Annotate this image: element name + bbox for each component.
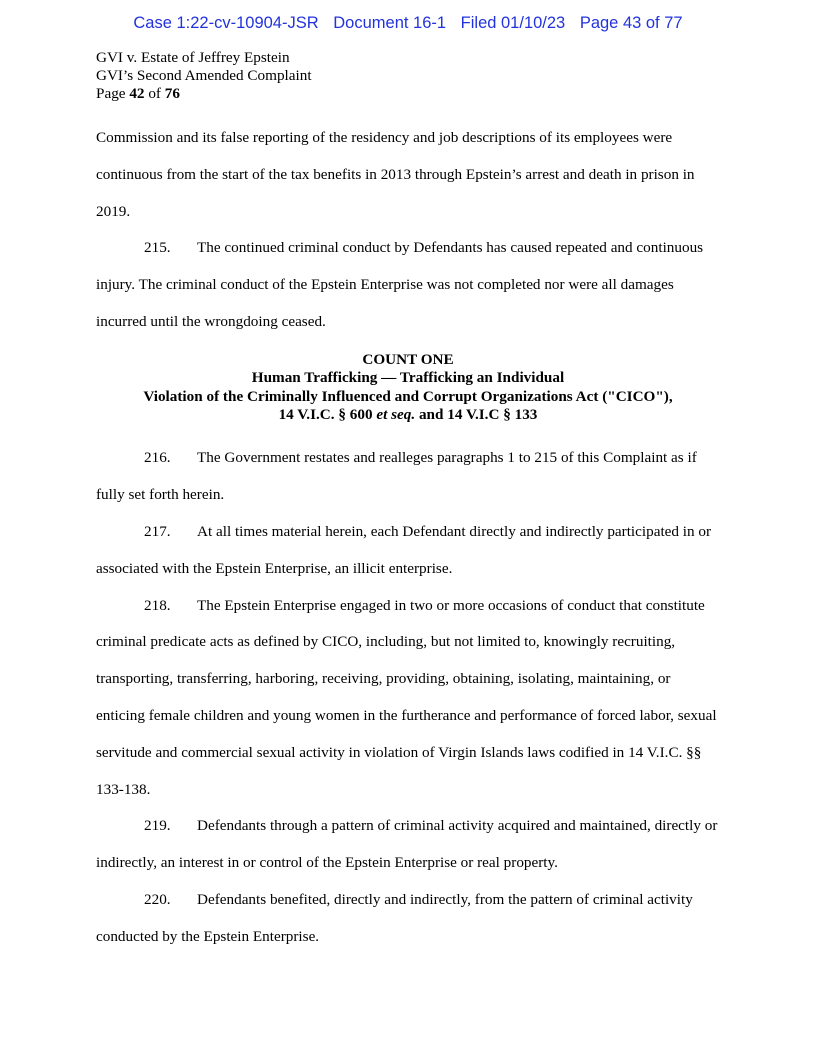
paragraph-216 [96,440,720,514]
count-citation: 14 V.I.C. § 600 et seq. and 14 V.I.C § 133 [278,406,538,423]
filed-date: Filed 01/10/23 [460,14,566,32]
paragraph-220 [96,882,720,956]
paragraph-number: 215. [144,239,171,257]
count-violation: Violation of the Criminally Influenced and Corrupt Organizations Act ("CICO"), [143,387,673,405]
court-filing-stamp [0,14,816,33]
paragraph-text: The Government restates and realleges paragraphs 1 to 215 of this Complaint as if fully set forth herein. [96,449,697,504]
header-page-number: Page 42 of 76 [96,85,180,102]
paragraph-text: The continued criminal conduct by Defendants has caused repeated and continuous injury. The criminal conduct of the Epstein Enterprise was not completed nor were all damages incurred until the wrongdoing ceased. [96,239,704,330]
paragraph-number: 216. [144,449,171,467]
count-title: COUNT ONE [362,350,454,368]
paragraph-text: Defendants benefited, directly and indirectly, from the pattern of criminal activity conducted by the Epstein Enterprise. [96,890,693,945]
paragraph-text: The Epstein Enterprise engaged in two or more occasions of conduct that constitute criminal predicate acts as defined by CICO, including, but not limited to, knowingly recruiting, transporting, transferring, harboring, receiving, providing, obtaining, isolating, maintaining, or enticing female children and young women in the furtherance and performance of forced labor, sexual servitude and commercial sexual activity in violation of Virgin Islands laws codified in 14 V.I.C. §§ 133-138. [96,596,717,798]
paragraph-219 [96,808,720,882]
paragraph-number: 220. [144,890,171,908]
case-number: Case 1:22-cv-10904-JSR [133,14,319,32]
paragraph-215 [96,230,720,340]
document-number: Document 16-1 [333,14,447,32]
paragraph-number: 219. [144,817,171,835]
paragraph-number: 217. [144,523,171,540]
paragraph-text: Defendants through a pattern of criminal activity acquired and maintained, directly or indirectly, an interest in or control of the Epstein Enterprise or real property. [96,817,718,872]
carryover-paragraph: Commission and its false reporting of the residency and job descriptions of its employees were continuous from the start of the tax benefits in 2013 through Epstein’s arrest and death in prison in 2019. [96,129,695,220]
header-case-title: GVI v. Estate of Jeffrey Epstein [96,49,290,66]
header-document-title: GVI’s Second Amended Complaint [96,67,312,84]
count-heading [78,351,738,425]
document-body [96,120,720,956]
paragraph-218 [96,588,720,809]
paragraph-text: At all times material herein, each Defendant directly and indirectly participated in or associated with the Epstein Enterprise, an illicit enterprise. [96,523,712,577]
paragraph-number: 218. [144,596,171,614]
filing-page-number: Page 43 of 77 [579,14,683,32]
running-header [96,49,312,103]
count-subtitle: Human Trafficking — Trafficking an Individual [251,369,565,387]
paragraph-217 [96,514,720,588]
